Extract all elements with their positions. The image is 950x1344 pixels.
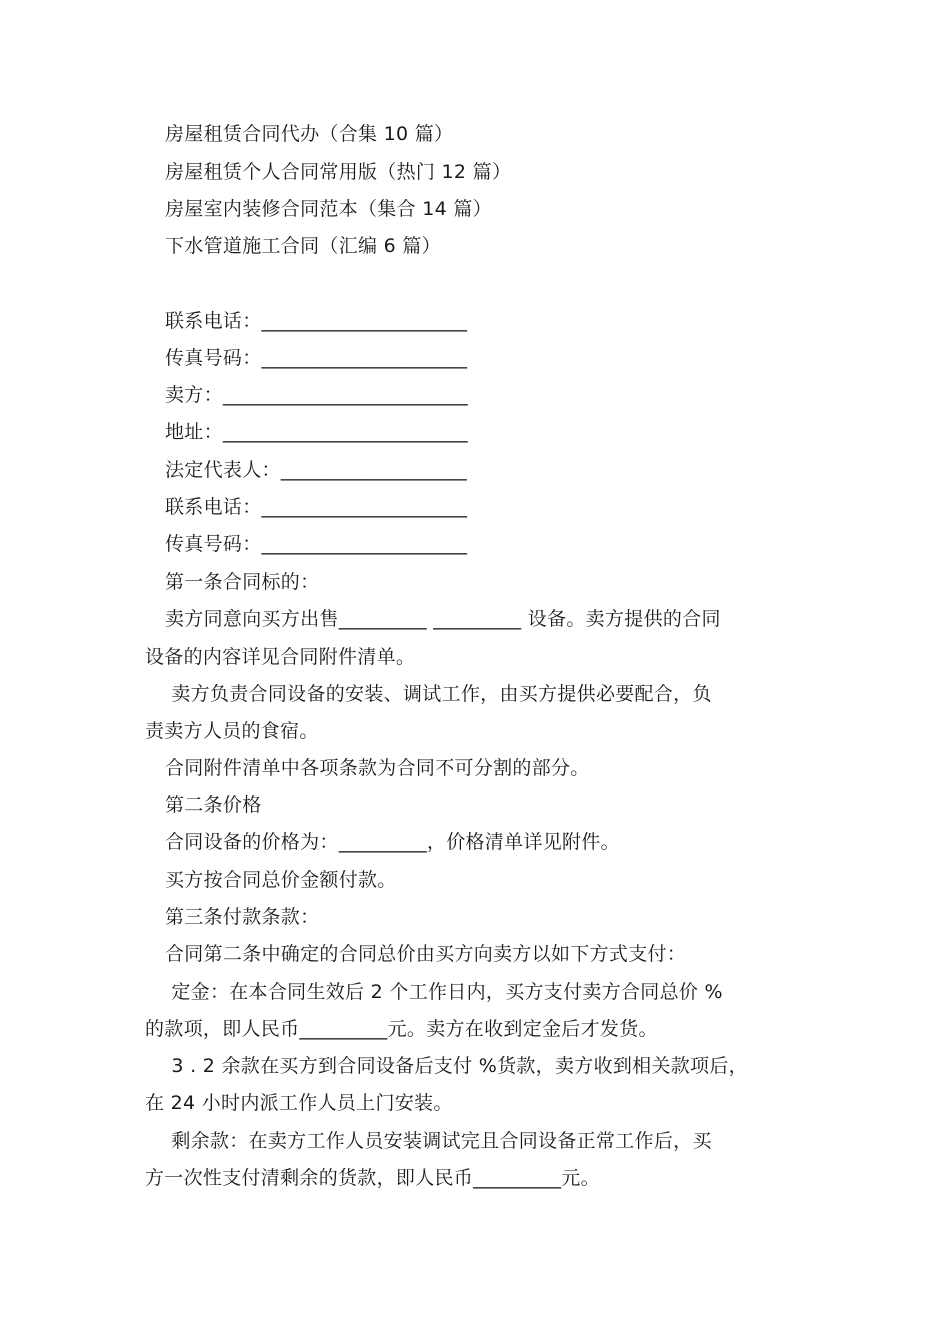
article1-p2-line1: 卖方负责合同设备的安装、调试工作，由买方提供必要配合，负 <box>165 683 712 705</box>
article1-p2-line2: 责卖方人员的食宿。 <box>145 720 319 742</box>
deposit-line1: 定金：在本合同生效后 2 个工作日内，买方支付卖方合同总价 % <box>165 981 723 1003</box>
balance-line1: 3 . 2 余款在买方到合同设备后支付 %货款，卖方收到相关款项后， <box>165 1055 748 1077</box>
address-field: 地址：_________________________ <box>165 421 468 443</box>
buyer-phone-field: 联系电话：_____________________ <box>165 310 468 332</box>
seller-phone-field: 联系电话：_____________________ <box>165 496 468 518</box>
seller-field: 卖方：_________________________ <box>165 384 468 406</box>
seller-fax-field: 传真号码：_____________________ <box>165 533 468 555</box>
remain-line1: 剩余款：在卖方工作人员安装调试完且合同设备正常工作后，买 <box>165 1130 712 1152</box>
deposit-line2: 的款项，即人民币_________元。卖方在收到定金后才发货。 <box>145 1018 658 1040</box>
related-link-4[interactable]: 下水管道施工合同（汇编 6 篇） <box>165 235 441 257</box>
article1-heading: 第一条合同标的： <box>165 571 320 593</box>
article3-p1: 合同第二条中确定的合同总价由买方向卖方以如下方式支付： <box>165 943 687 965</box>
article2-heading: 第二条价格 <box>165 794 262 816</box>
related-link-3[interactable]: 房屋室内装修合同范本（集合 14 篇） <box>165 198 492 220</box>
article2-p1: 合同设备的价格为：_________，价格清单详见附件。 <box>165 831 620 853</box>
article1-p1-line2: 设备的内容详见合同附件清单。 <box>145 646 416 668</box>
article1-p1-line1: 卖方同意向买方出售_________ _________ 设备。卖方提供的合同 <box>165 608 721 630</box>
article3-heading: 第三条付款条款： <box>165 906 320 928</box>
balance-line2: 在 24 小时内派工作人员上门安装。 <box>145 1092 453 1114</box>
legal-rep-field: 法定代表人：___________________ <box>165 459 468 481</box>
related-link-1[interactable]: 房屋租赁合同代办（合集 10 篇） <box>165 123 454 145</box>
remain-line2: 方一次性支付清剩余的货款，即人民币_________元。 <box>145 1167 600 1189</box>
related-link-2[interactable]: 房屋租赁个人合同常用版（热门 12 篇） <box>165 161 512 183</box>
buyer-fax-field: 传真号码：_____________________ <box>165 347 468 369</box>
article1-p3: 合同附件清单中各项条款为合同不可分割的部分。 <box>165 757 590 779</box>
article2-p2: 买方按合同总价金额付款。 <box>165 869 397 891</box>
